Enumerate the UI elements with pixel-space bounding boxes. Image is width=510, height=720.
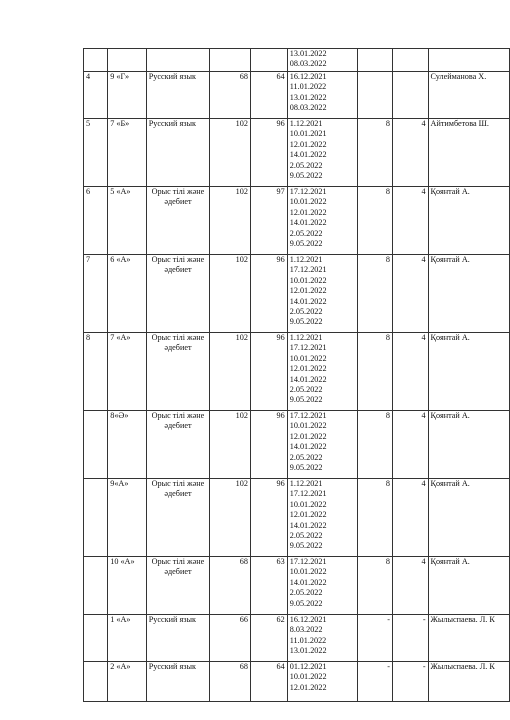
dates-cell <box>287 615 358 662</box>
date-line: 13.01.2022 <box>289 646 327 656</box>
date-line: 9.05.2022 <box>289 395 323 405</box>
actual-hours-cell <box>250 49 287 72</box>
teacher-cell: Айтимбетова Ш. <box>428 119 509 187</box>
planned-hours-cell: 102 <box>210 119 251 187</box>
column-b-cell: 4 <box>392 411 428 479</box>
date-line: 9.05.2022 <box>289 598 323 608</box>
subject-cell: Орыс тілі және әдебиет <box>146 333 209 411</box>
date-line: 17.12.2021 <box>289 489 327 499</box>
date-line: 10.01.2022 <box>289 567 327 577</box>
date-line: 12.01.2022 <box>289 207 327 217</box>
column-a-cell: 8 <box>358 255 393 333</box>
column-a-cell <box>358 49 393 72</box>
planned-hours-cell: 102 <box>210 479 251 557</box>
date-line: 1.12.2021 <box>289 255 323 264</box>
actual-hours-cell: 63 <box>250 557 287 615</box>
column-a-cell: - <box>358 662 393 702</box>
date-line: 16.12.2021 <box>289 72 327 81</box>
column-b-cell: - <box>392 662 428 702</box>
subject-cell: Орыс тілі және әдебиет <box>146 411 209 479</box>
table-row <box>84 187 510 255</box>
planned-hours-cell: 68 <box>210 72 251 119</box>
date-line: 17.12.2021 <box>289 265 327 275</box>
date-line: 10.01.2022 <box>289 197 327 207</box>
teacher-cell: Қоянтай А. <box>428 187 509 255</box>
date-line: 1.12.2021 <box>289 119 323 128</box>
teacher-cell: Қоянтай А. <box>428 479 509 557</box>
row-number-cell: 6 <box>84 187 108 255</box>
class-cell: 10 «А» <box>108 557 147 615</box>
class-cell <box>108 49 147 72</box>
date-line: 2.05.2022 <box>289 588 323 598</box>
column-a-cell: 8 <box>358 187 393 255</box>
date-line: 9.05.2022 <box>289 317 323 327</box>
column-a-cell: 8 <box>358 479 393 557</box>
actual-hours-cell: 64 <box>250 72 287 119</box>
table-row <box>84 72 510 119</box>
column-b-cell: 4 <box>392 119 428 187</box>
planned-hours-cell: 102 <box>210 411 251 479</box>
teacher-cell: Қоянтай А. <box>428 333 509 411</box>
column-b-cell: 4 <box>392 333 428 411</box>
date-line: 8.03.2022 <box>289 625 323 635</box>
class-cell: 7 «Б» <box>108 119 147 187</box>
date-line: 14.01.2022 <box>289 374 327 384</box>
row-number-cell: 5 <box>84 119 108 187</box>
dates-cell <box>287 479 358 557</box>
teacher-cell: Қоянтай А. <box>428 557 509 615</box>
table-row <box>84 557 510 615</box>
date-line: 12.01.2022 <box>289 286 327 296</box>
planned-hours-cell: 66 <box>210 615 251 662</box>
table-body <box>84 49 510 702</box>
subject-cell: Орыс тілі және әдебиет <box>146 187 209 255</box>
column-b-cell <box>392 72 428 119</box>
teacher-cell: Сулейманова Х. <box>428 72 509 119</box>
date-line: 2.05.2022 <box>289 385 323 395</box>
subject-cell <box>146 49 209 72</box>
table-row <box>84 333 510 411</box>
planned-hours-cell: 102 <box>210 255 251 333</box>
date-line: 14.01.2022 <box>289 520 327 530</box>
table-row <box>84 479 510 557</box>
class-cell: 9«А» <box>108 479 147 557</box>
column-b-cell <box>392 49 428 72</box>
date-line: 01.12.2021 <box>289 662 327 671</box>
date-line: 17.12.2021 <box>289 343 327 353</box>
row-number-cell: 4 <box>84 72 108 119</box>
date-line: 12.01.2022 <box>289 682 327 692</box>
date-line: 2.05.2022 <box>289 531 323 541</box>
date-line: 14.01.2022 <box>289 150 327 160</box>
dates-cell <box>287 662 358 702</box>
column-a-cell: 8 <box>358 557 393 615</box>
column-a-cell: - <box>358 615 393 662</box>
column-a-cell: 8 <box>358 411 393 479</box>
date-line: 08.03.2022 <box>289 59 327 69</box>
row-number-cell <box>84 49 108 72</box>
date-line: 14.01.2022 <box>289 442 327 452</box>
actual-hours-cell: 97 <box>250 187 287 255</box>
date-line: 14.01.2022 <box>289 218 327 228</box>
actual-hours-cell: 96 <box>250 411 287 479</box>
actual-hours-cell: 64 <box>250 662 287 702</box>
class-cell: 5 «А» <box>108 187 147 255</box>
row-number-cell <box>84 615 108 662</box>
date-line: 1.12.2021 <box>289 333 323 342</box>
dates-cell <box>287 49 358 72</box>
row-number-cell <box>84 411 108 479</box>
column-b-cell: 4 <box>392 187 428 255</box>
teacher-cell: Қоянтай А. <box>428 411 509 479</box>
class-cell: 1 «А» <box>108 615 147 662</box>
table-row <box>84 662 510 702</box>
column-b-cell: 4 <box>392 255 428 333</box>
actual-hours-cell: 96 <box>250 479 287 557</box>
row-number-cell <box>84 662 108 702</box>
date-line: 9.05.2022 <box>289 239 323 249</box>
date-line: 9.05.2022 <box>289 171 323 181</box>
subject-cell: Русский язык <box>146 615 209 662</box>
subject-cell: Русский язык <box>146 662 209 702</box>
date-line: 10.01.2022 <box>289 353 327 363</box>
actual-hours-cell: 96 <box>250 333 287 411</box>
table-row <box>84 119 510 187</box>
dates-cell <box>287 557 358 615</box>
date-line: 10.01.2022 <box>289 421 327 431</box>
dates-cell <box>287 187 358 255</box>
subject-cell: Орыс тілі және әдебиет <box>146 557 209 615</box>
subject-cell: Русский язык <box>146 119 209 187</box>
class-cell: 6 «А» <box>108 255 147 333</box>
date-line: 14.01.2022 <box>289 577 327 587</box>
row-number-cell: 7 <box>84 255 108 333</box>
date-line: 2.05.2022 <box>289 228 323 238</box>
column-b-cell: 4 <box>392 557 428 615</box>
column-a-cell: 8 <box>358 119 393 187</box>
date-line: 10.01.2022 <box>289 499 327 509</box>
planned-hours-cell: 68 <box>210 662 251 702</box>
subject-cell: Орыс тілі және әдебиет <box>146 255 209 333</box>
date-line: 13.01.2022 <box>289 49 327 58</box>
table-row <box>84 49 510 72</box>
actual-hours-cell: 62 <box>250 615 287 662</box>
class-cell: 9 «Г» <box>108 72 147 119</box>
table-row <box>84 615 510 662</box>
date-line: 13.01.2022 <box>289 92 327 102</box>
class-cell: 7 «А» <box>108 333 147 411</box>
date-line: 1.12.2021 <box>289 479 323 488</box>
actual-hours-cell: 96 <box>250 119 287 187</box>
date-line: 17.12.2021 <box>289 187 327 196</box>
row-number-cell <box>84 479 108 557</box>
dates-cell <box>287 72 358 119</box>
date-line: 17.12.2021 <box>289 411 327 420</box>
date-line: 9.05.2022 <box>289 463 323 473</box>
planned-hours-cell: 102 <box>210 187 251 255</box>
dates-cell <box>287 333 358 411</box>
table-row <box>84 255 510 333</box>
date-line: 16.12.2021 <box>289 615 327 624</box>
class-cell: 8«Ә» <box>108 411 147 479</box>
date-line: 14.01.2022 <box>289 296 327 306</box>
date-line: 12.01.2022 <box>289 510 327 520</box>
table-row <box>84 411 510 479</box>
column-a-cell: 8 <box>358 333 393 411</box>
teacher-cell <box>428 49 509 72</box>
column-a-cell <box>358 72 393 119</box>
dates-cell <box>287 411 358 479</box>
date-line: 10.01.2022 <box>289 672 327 682</box>
column-b-cell: - <box>392 615 428 662</box>
subject-cell: Орыс тілі және әдебиет <box>146 479 209 557</box>
row-number-cell: 8 <box>84 333 108 411</box>
teacher-cell: Жылыспаева. Л. К <box>428 615 509 662</box>
date-line: 11.01.2022 <box>289 635 327 645</box>
date-line: 11.01.2022 <box>289 82 327 92</box>
planned-hours-cell: 102 <box>210 333 251 411</box>
date-line: 12.01.2022 <box>289 431 327 441</box>
class-cell: 2 «А» <box>108 662 147 702</box>
date-line: 2.05.2022 <box>289 160 323 170</box>
actual-hours-cell: 96 <box>250 255 287 333</box>
date-line: 10.01.2021 <box>289 129 327 139</box>
date-line: 2.05.2022 <box>289 307 323 317</box>
date-line: 08.03.2022 <box>289 103 327 113</box>
date-line: 12.01.2022 <box>289 139 327 149</box>
row-number-cell <box>84 557 108 615</box>
subject-cell: Русский язык <box>146 72 209 119</box>
date-line: 17.12.2021 <box>289 557 327 566</box>
dates-cell <box>287 255 358 333</box>
date-line: 2.05.2022 <box>289 452 323 462</box>
date-line: 10.01.2022 <box>289 275 327 285</box>
date-line: 9.05.2022 <box>289 541 323 551</box>
date-line: 12.01.2022 <box>289 364 327 374</box>
column-b-cell: 4 <box>392 479 428 557</box>
planned-hours-cell: 68 <box>210 557 251 615</box>
report-table <box>83 48 510 702</box>
teacher-cell: Қоянтай А. <box>428 255 509 333</box>
planned-hours-cell <box>210 49 251 72</box>
teacher-cell: Жылыспаева. Л. К <box>428 662 509 702</box>
dates-cell <box>287 119 358 187</box>
